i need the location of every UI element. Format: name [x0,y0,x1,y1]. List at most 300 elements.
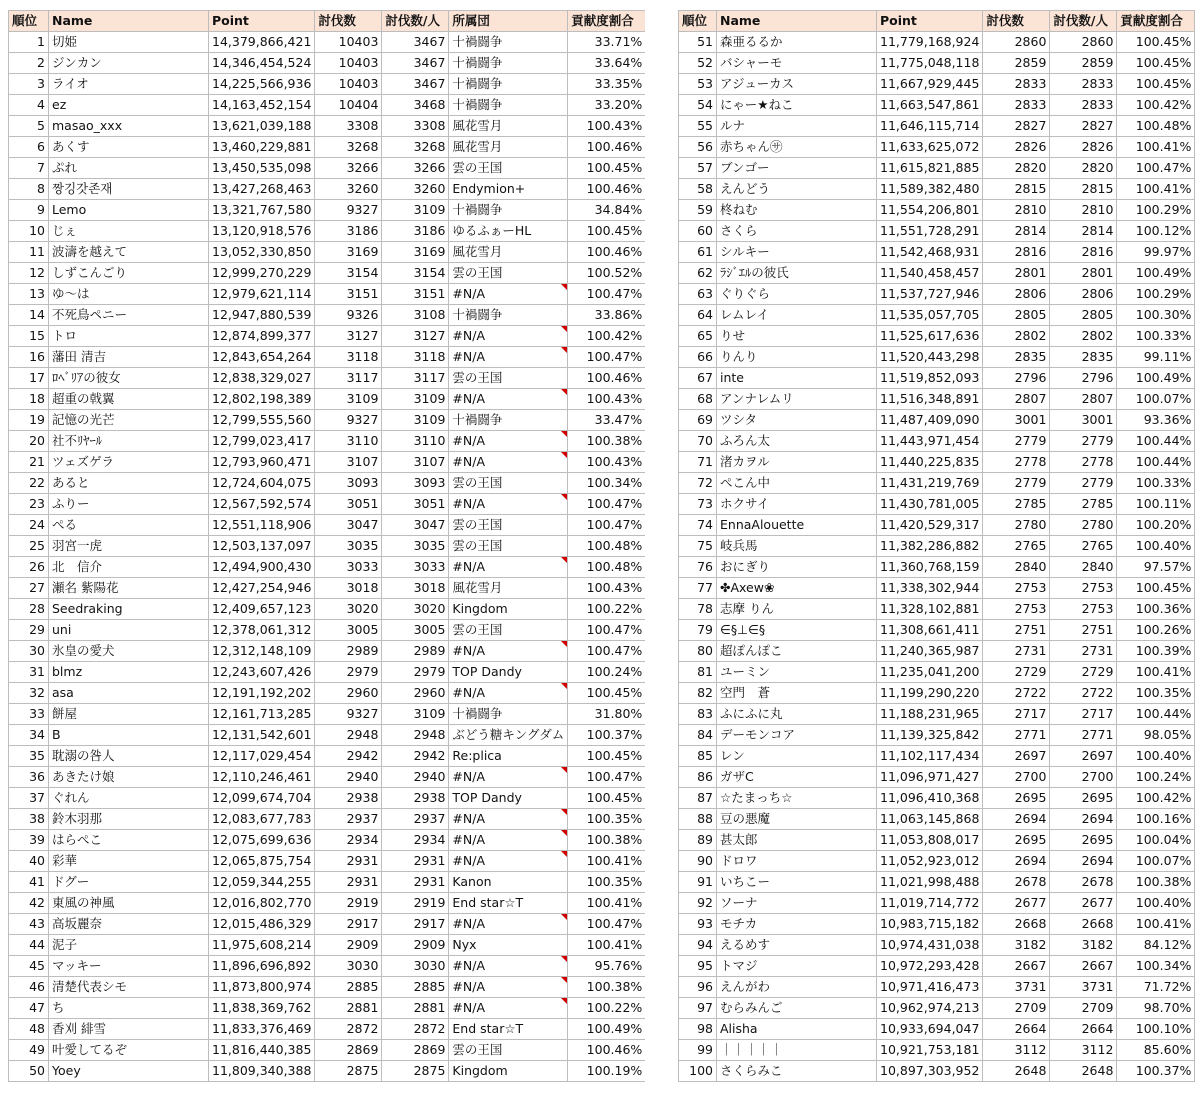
cell-kills-per-person[interactable]: 2820 [1050,158,1117,179]
table-row[interactable] [9,284,646,305]
cell-rank[interactable]: 63 [679,284,717,305]
cell-kills[interactable]: 2694 [983,809,1050,830]
cell-kills-per-person[interactable]: 2779 [1050,431,1117,452]
cell-point[interactable]: 14,163,452,154 [209,95,315,116]
cell-kills[interactable]: 3035 [315,536,382,557]
cell-name[interactable]: ぐれん [49,788,209,809]
cell-rank[interactable]: 11 [9,242,49,263]
cell-point[interactable]: 11,102,117,434 [877,746,983,767]
cell-guild[interactable]: 十禍闘争 [449,53,568,74]
table-row[interactable] [9,221,646,242]
cell-kills-per-person[interactable]: 2827 [1050,116,1117,137]
cell-kills-per-person[interactable]: 2753 [1050,599,1117,620]
cell-contribution[interactable]: 100.47% [568,515,646,536]
cell-kills-per-person[interactable]: 2885 [382,977,449,998]
table-row[interactable] [679,620,1195,641]
cell-point[interactable]: 11,615,821,885 [877,158,983,179]
cell-contribution[interactable]: 100.45% [1117,578,1195,599]
cell-name[interactable]: シルキー [717,242,877,263]
cell-kills-per-person[interactable]: 2667 [1050,956,1117,977]
cell-kills-per-person[interactable]: 2931 [382,851,449,872]
cell-name[interactable]: 赤ちゃん㋚ [717,137,877,158]
cell-contribution[interactable]: 100.45% [1117,53,1195,74]
cell-point[interactable]: 12,503,137,097 [209,536,315,557]
table-row[interactable] [679,1061,1195,1082]
cell-kills-per-person[interactable]: 2678 [1050,872,1117,893]
cell-name[interactable]: トマジ [717,956,877,977]
table-row[interactable] [679,725,1195,746]
cell-name[interactable]: レムレイ [717,305,877,326]
cell-kills[interactable]: 2917 [315,914,382,935]
table-row[interactable] [9,200,646,221]
cell-name[interactable]: 北 信介 [49,557,209,578]
cell-point[interactable]: 12,838,329,027 [209,368,315,389]
cell-guild[interactable]: #N/A [449,557,568,578]
cell-rank[interactable]: 23 [9,494,49,515]
table-row[interactable] [679,95,1195,116]
cell-guild[interactable]: 風花雪月 [449,578,568,599]
table-row[interactable] [679,557,1195,578]
cell-kills-per-person[interactable]: 2648 [1050,1061,1117,1082]
cell-name[interactable]: 柊ねむ [717,200,877,221]
cell-kills-per-person[interactable]: 2942 [382,746,449,767]
cell-kills-per-person[interactable]: 2881 [382,998,449,1019]
cell-guild[interactable]: #N/A [449,914,568,935]
cell-kills-per-person[interactable]: 2816 [1050,242,1117,263]
table-row[interactable] [679,893,1195,914]
cell-kills-per-person[interactable]: 3467 [382,53,449,74]
cell-rank[interactable]: 100 [679,1061,717,1082]
cell-name[interactable]: ez [49,95,209,116]
header-kills[interactable]: 討伐数 [983,11,1050,32]
cell-guild[interactable]: End star☆T [449,893,568,914]
cell-name[interactable]: ドロワ [717,851,877,872]
table-row[interactable] [679,662,1195,683]
cell-name[interactable]: ライオ [49,74,209,95]
cell-contribution[interactable]: 100.16% [1117,809,1195,830]
cell-kills-per-person[interactable]: 2729 [1050,662,1117,683]
cell-rank[interactable]: 47 [9,998,49,1019]
cell-name[interactable]: ルナ [717,116,877,137]
cell-kills[interactable]: 3033 [315,557,382,578]
cell-point[interactable]: 14,379,866,421 [209,32,315,53]
cell-kills-per-person[interactable]: 2717 [1050,704,1117,725]
table-row[interactable] [9,1019,646,1040]
cell-name[interactable]: アジューカス [717,74,877,95]
cell-kills-per-person[interactable]: 2833 [1050,74,1117,95]
cell-point[interactable]: 11,554,206,801 [877,200,983,221]
cell-name[interactable]: ツェズゲラ [49,452,209,473]
table-row[interactable] [9,368,646,389]
cell-name[interactable]: ふりー [49,494,209,515]
cell-point[interactable]: 11,328,102,881 [877,599,983,620]
cell-contribution[interactable]: 100.38% [568,977,646,998]
cell-name[interactable]: 清楚代表シモ [49,977,209,998]
table-row[interactable] [9,683,646,704]
cell-kills[interactable]: 2722 [983,683,1050,704]
cell-kills[interactable]: 2869 [315,1040,382,1061]
cell-kills[interactable]: 2909 [315,935,382,956]
cell-kills-per-person[interactable]: 3169 [382,242,449,263]
cell-contribution[interactable]: 100.22% [568,998,646,1019]
cell-kills[interactable]: 2796 [983,368,1050,389]
cell-kills[interactable]: 9327 [315,704,382,725]
cell-kills-per-person[interactable]: 3109 [382,389,449,410]
cell-guild[interactable]: #N/A [449,956,568,977]
cell-point[interactable]: 12,567,592,574 [209,494,315,515]
cell-rank[interactable]: 98 [679,1019,717,1040]
cell-rank[interactable]: 75 [679,536,717,557]
cell-kills-per-person[interactable]: 3186 [382,221,449,242]
cell-point[interactable]: 11,540,458,457 [877,263,983,284]
table-row[interactable] [679,977,1195,998]
cell-rank[interactable]: 19 [9,410,49,431]
cell-kills-per-person[interactable]: 2815 [1050,179,1117,200]
cell-contribution[interactable]: 100.33% [1117,326,1195,347]
table-row[interactable] [679,53,1195,74]
cell-contribution[interactable]: 34.84% [568,200,646,221]
cell-kills-per-person[interactable]: 3467 [382,32,449,53]
cell-contribution[interactable]: 100.48% [1117,116,1195,137]
cell-rank[interactable]: 90 [679,851,717,872]
cell-name[interactable]: uni [49,620,209,641]
cell-kills-per-person[interactable]: 2694 [1050,809,1117,830]
cell-name[interactable]: ふろん太 [717,431,877,452]
cell-guild[interactable]: Kingdom [449,1061,568,1082]
cell-contribution[interactable]: 100.45% [568,158,646,179]
cell-kills-per-person[interactable]: 3182 [1050,935,1117,956]
cell-kills-per-person[interactable]: 2695 [1050,788,1117,809]
table-row[interactable] [9,746,646,767]
cell-contribution[interactable]: 100.47% [568,347,646,368]
cell-contribution[interactable]: 100.38% [568,830,646,851]
cell-contribution[interactable]: 100.37% [1117,1061,1195,1082]
table-row[interactable] [679,389,1195,410]
cell-kills-per-person[interactable]: 2796 [1050,368,1117,389]
cell-rank[interactable]: 3 [9,74,49,95]
table-row[interactable] [679,326,1195,347]
cell-kills-per-person[interactable]: 3109 [382,410,449,431]
cell-kills-per-person[interactable]: 3112 [1050,1040,1117,1061]
cell-contribution[interactable]: 100.36% [1117,599,1195,620]
table-row[interactable] [9,788,646,809]
cell-rank[interactable]: 70 [679,431,717,452]
cell-rank[interactable]: 61 [679,242,717,263]
cell-point[interactable]: 10,921,753,181 [877,1040,983,1061]
cell-point[interactable]: 11,873,800,974 [209,977,315,998]
cell-guild[interactable]: 十禍闘争 [449,32,568,53]
table-row[interactable] [679,641,1195,662]
cell-name[interactable]: 志摩 りん [717,599,877,620]
cell-contribution[interactable]: 100.47% [568,641,646,662]
cell-guild[interactable]: 雲の王国 [449,536,568,557]
cell-rank[interactable]: 96 [679,977,717,998]
cell-point[interactable]: 13,621,039,188 [209,116,315,137]
cell-kills-per-person[interactable]: 2938 [382,788,449,809]
table-row[interactable] [9,725,646,746]
cell-kills-per-person[interactable]: 2668 [1050,914,1117,935]
cell-contribution[interactable]: 100.38% [1117,872,1195,893]
cell-kills[interactable]: 2872 [315,1019,382,1040]
cell-contribution[interactable]: 33.47% [568,410,646,431]
table-row[interactable] [9,1040,646,1061]
cell-guild[interactable]: 雲の王国 [449,1040,568,1061]
cell-guild[interactable]: #N/A [449,977,568,998]
cell-point[interactable]: 12,427,254,946 [209,578,315,599]
cell-point[interactable]: 11,052,923,012 [877,851,983,872]
cell-point[interactable]: 11,779,168,924 [877,32,983,53]
cell-name[interactable]: masao_xxx [49,116,209,137]
table-row[interactable] [9,116,646,137]
cell-kills-per-person[interactable]: 2934 [382,830,449,851]
table-row[interactable] [679,935,1195,956]
header-kills-per-person[interactable]: 討伐数/人 [382,11,449,32]
cell-kills[interactable]: 2778 [983,452,1050,473]
cell-name[interactable]: 泥子 [49,935,209,956]
cell-name[interactable]: ユーミン [717,662,877,683]
cell-name[interactable]: レン [717,746,877,767]
cell-contribution[interactable]: 99.97% [1117,242,1195,263]
cell-name[interactable]: 超ぽんぽこ [717,641,877,662]
cell-point[interactable]: 11,833,376,469 [209,1019,315,1040]
table-row[interactable] [679,914,1195,935]
cell-kills[interactable]: 3266 [315,158,382,179]
cell-contribution[interactable]: 100.41% [1117,662,1195,683]
cell-rank[interactable]: 54 [679,95,717,116]
cell-guild[interactable]: #N/A [449,326,568,347]
cell-contribution[interactable]: 100.48% [568,557,646,578]
cell-rank[interactable]: 4 [9,95,49,116]
cell-kills[interactable]: 2802 [983,326,1050,347]
table-row[interactable] [9,305,646,326]
cell-rank[interactable]: 66 [679,347,717,368]
cell-contribution[interactable]: 31.80% [568,704,646,725]
cell-kills-per-person[interactable]: 3108 [382,305,449,326]
cell-rank[interactable]: 14 [9,305,49,326]
cell-point[interactable]: 11,430,781,005 [877,494,983,515]
table-row[interactable] [679,998,1195,1019]
cell-name[interactable]: ☆たまっち☆ [717,788,877,809]
cell-point[interactable]: 11,096,971,427 [877,767,983,788]
table-row[interactable] [9,95,646,116]
cell-guild[interactable]: #N/A [449,347,568,368]
table-row[interactable] [9,515,646,536]
cell-contribution[interactable]: 100.43% [568,578,646,599]
cell-kills-per-person[interactable]: 2807 [1050,389,1117,410]
table-row[interactable] [679,872,1195,893]
cell-guild[interactable]: #N/A [449,851,568,872]
cell-kills[interactable]: 2937 [315,809,382,830]
cell-kills-per-person[interactable]: 2948 [382,725,449,746]
cell-contribution[interactable]: 100.22% [568,599,646,620]
cell-kills-per-person[interactable]: 2805 [1050,305,1117,326]
cell-kills[interactable]: 2677 [983,893,1050,914]
cell-guild[interactable]: 風花雪月 [449,137,568,158]
cell-kills[interactable]: 2885 [315,977,382,998]
cell-point[interactable]: 11,440,225,835 [877,452,983,473]
cell-name[interactable]: 餅屋 [49,704,209,725]
cell-rank[interactable]: 79 [679,620,717,641]
cell-kills[interactable]: 2810 [983,200,1050,221]
cell-kills[interactable]: 2771 [983,725,1050,746]
cell-kills-per-person[interactable]: 2779 [1050,473,1117,494]
cell-name[interactable]: ドグー [49,872,209,893]
cell-rank[interactable]: 94 [679,935,717,956]
table-row[interactable] [679,305,1195,326]
cell-point[interactable]: 11,188,231,965 [877,704,983,725]
cell-contribution[interactable]: 100.42% [1117,95,1195,116]
cell-point[interactable]: 12,802,198,389 [209,389,315,410]
cell-point[interactable]: 11,487,409,090 [877,410,983,431]
cell-name[interactable]: asa [49,683,209,704]
cell-kills[interactable]: 2805 [983,305,1050,326]
table-row[interactable] [679,74,1195,95]
cell-contribution[interactable]: 100.44% [1117,431,1195,452]
cell-point[interactable]: 11,667,929,445 [877,74,983,95]
cell-kills-per-person[interactable]: 2700 [1050,767,1117,788]
cell-kills[interactable]: 2806 [983,284,1050,305]
table-row[interactable] [9,977,646,998]
cell-point[interactable]: 11,535,057,705 [877,305,983,326]
cell-rank[interactable]: 67 [679,368,717,389]
cell-kills[interactable]: 2826 [983,137,1050,158]
cell-guild[interactable]: #N/A [449,431,568,452]
cell-contribution[interactable]: 100.46% [568,179,646,200]
table-row[interactable] [9,935,646,956]
cell-name[interactable]: ✤Axew❀ [717,578,877,599]
cell-contribution[interactable]: 71.72% [1117,977,1195,998]
cell-name[interactable]: 超重の戟翼 [49,389,209,410]
cell-kills-per-person[interactable]: 2979 [382,662,449,683]
cell-rank[interactable]: 27 [9,578,49,599]
cell-rank[interactable]: 51 [679,32,717,53]
cell-name[interactable]: ぺる [49,515,209,536]
cell-guild[interactable]: 雲の王国 [449,368,568,389]
cell-name[interactable]: デーモンコア [717,725,877,746]
table-row[interactable] [679,704,1195,725]
cell-contribution[interactable]: 100.29% [1117,284,1195,305]
cell-rank[interactable]: 91 [679,872,717,893]
table-row[interactable] [679,473,1195,494]
cell-contribution[interactable]: 100.29% [1117,200,1195,221]
cell-rank[interactable]: 86 [679,767,717,788]
cell-kills[interactable]: 3107 [315,452,382,473]
header-contribution[interactable]: 貢献度割合 [568,11,646,32]
cell-kills-per-person[interactable]: 3154 [382,263,449,284]
cell-point[interactable]: 11,096,410,368 [877,788,983,809]
cell-contribution[interactable]: 33.35% [568,74,646,95]
cell-point[interactable]: 10,972,293,428 [877,956,983,977]
cell-point[interactable]: 11,308,661,411 [877,620,983,641]
cell-contribution[interactable]: 100.45% [568,746,646,767]
cell-contribution[interactable]: 100.45% [568,788,646,809]
cell-point[interactable]: 11,431,219,769 [877,473,983,494]
cell-kills[interactable]: 2695 [983,830,1050,851]
cell-guild[interactable]: 雲の王国 [449,515,568,536]
cell-kills[interactable]: 2729 [983,662,1050,683]
cell-kills-per-person[interactable]: 2695 [1050,830,1117,851]
header-point[interactable]: Point [877,11,983,32]
cell-contribution[interactable]: 100.45% [568,683,646,704]
cell-rank[interactable]: 42 [9,893,49,914]
cell-point[interactable]: 12,799,555,560 [209,410,315,431]
cell-kills-per-person[interactable]: 3030 [382,956,449,977]
cell-rank[interactable]: 2 [9,53,49,74]
cell-contribution[interactable]: 100.24% [568,662,646,683]
cell-contribution[interactable]: 93.36% [1117,410,1195,431]
cell-rank[interactable]: 29 [9,620,49,641]
table-row[interactable] [9,620,646,641]
cell-name[interactable]: あると [49,473,209,494]
cell-guild[interactable]: 十禍闘争 [449,200,568,221]
cell-name[interactable]: Alisha [717,1019,877,1040]
cell-guild[interactable]: 十禍闘争 [449,74,568,95]
cell-rank[interactable]: 39 [9,830,49,851]
cell-kills[interactable]: 10404 [315,95,382,116]
table-row[interactable] [679,578,1195,599]
cell-point[interactable]: 12,083,677,783 [209,809,315,830]
cell-rank[interactable]: 83 [679,704,717,725]
cell-point[interactable]: 11,896,696,892 [209,956,315,977]
table-row[interactable] [9,1061,646,1082]
cell-name[interactable]: りせ [717,326,877,347]
cell-guild[interactable]: Kingdom [449,599,568,620]
cell-kills[interactable]: 2942 [315,746,382,767]
cell-rank[interactable]: 85 [679,746,717,767]
cell-kills-per-person[interactable]: 2909 [382,935,449,956]
cell-point[interactable]: 11,542,468,931 [877,242,983,263]
cell-kills-per-person[interactable]: 2931 [382,872,449,893]
cell-name[interactable]: ソーナ [717,893,877,914]
cell-point[interactable]: 12,378,061,312 [209,620,315,641]
cell-kills[interactable]: 2814 [983,221,1050,242]
cell-rank[interactable]: 33 [9,704,49,725]
cell-name[interactable]: 羽宮一虎 [49,536,209,557]
cell-name[interactable]: バシャーモ [717,53,877,74]
cell-kills[interactable]: 2765 [983,536,1050,557]
cell-guild[interactable]: 雲の王国 [449,473,568,494]
cell-contribution[interactable]: 100.49% [568,1019,646,1040]
cell-kills[interactable]: 2648 [983,1061,1050,1082]
table-row[interactable] [679,158,1195,179]
cell-name[interactable]: Yoey [49,1061,209,1082]
cell-name[interactable]: ぷれ [49,158,209,179]
cell-kills-per-person[interactable]: 3109 [382,200,449,221]
cell-rank[interactable]: 55 [679,116,717,137]
cell-rank[interactable]: 6 [9,137,49,158]
table-row[interactable] [9,830,646,851]
cell-rank[interactable]: 30 [9,641,49,662]
cell-rank[interactable]: 21 [9,452,49,473]
cell-name[interactable]: あくす [49,137,209,158]
cell-kills[interactable]: 3030 [315,956,382,977]
table-row[interactable] [9,179,646,200]
cell-guild[interactable]: TOP Dandy [449,662,568,683]
table-row[interactable] [9,809,646,830]
cell-kills[interactable]: 3308 [315,116,382,137]
table-row[interactable] [9,389,646,410]
cell-point[interactable]: 14,225,566,936 [209,74,315,95]
cell-rank[interactable]: 74 [679,515,717,536]
cell-kills[interactable]: 3117 [315,368,382,389]
cell-point[interactable]: 13,460,229,881 [209,137,315,158]
cell-rank[interactable]: 13 [9,284,49,305]
cell-contribution[interactable]: 85.60% [1117,1040,1195,1061]
table-row[interactable] [679,851,1195,872]
table-row[interactable] [9,326,646,347]
cell-kills[interactable]: 3186 [315,221,382,242]
cell-rank[interactable]: 17 [9,368,49,389]
